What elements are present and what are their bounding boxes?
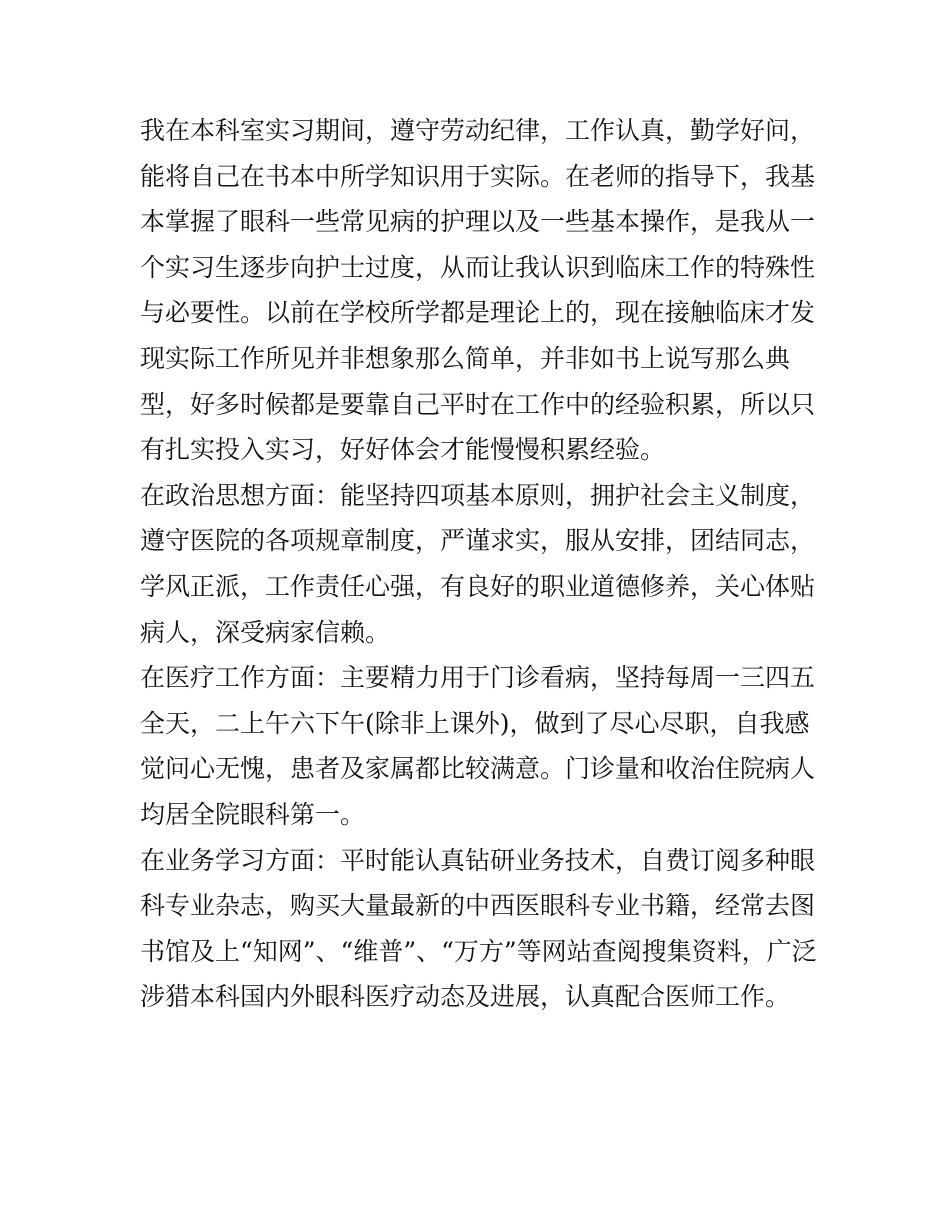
text-line: 本掌握了眼科一些常见病的护理以及一些基本操作，是我从一 xyxy=(140,207,816,237)
text-line: 在业务学习方面：平时能认真钻研业务技术，自费订阅多种眼 xyxy=(140,845,816,875)
text-line: 觉问心无愧，患者及家属都比较满意。门诊量和收治住院病人 xyxy=(140,754,816,784)
text-line: 个实习生逐步向护士过度，从而让我认识到临床工作的特殊性 xyxy=(140,252,816,282)
text-line: 我在本科室实习期间，遵守劳动纪律，工作认真，勤学好问， xyxy=(140,116,816,145)
text-line: 有扎实投入实习，好好体会才能慢慢积累经验。 xyxy=(140,435,666,465)
text-line: 现实际工作所见并非想象那么简单，并非如书上说写那么典 xyxy=(140,343,791,373)
text-line: 在医疗工作方面：主要精力用于门诊看病，坚持每周一三四五 xyxy=(140,663,816,693)
text-line: 型，好多时候都是要靠自己平时在工作中的经验积累，所以只 xyxy=(140,389,816,419)
text-line: 书馆及上“知网”、“维普”、“万方”等网站查阅搜集资料，广泛 xyxy=(140,936,817,966)
text-line: 学风正派，工作责任心强，有良好的职业道德修养，关心体贴 xyxy=(140,571,816,601)
text-line: 在政治思想方面：能坚持四项基本原则，拥护社会主义制度， xyxy=(140,480,816,510)
text-line: 能将自己在书本中所学知识用于实际。在老师的指导下，我基 xyxy=(140,161,816,191)
text-line: 病人，深受病家信赖。 xyxy=(140,617,391,647)
text-line: 与必要性。以前在学校所学都是理论上的，现在接触临床才发 xyxy=(140,298,816,328)
text-line: 科专业杂志，购买大量最新的中西医眼科专业书籍，经常去图 xyxy=(140,891,816,921)
text-line: 全天，二上午六下午(除非上课外)，做到了尽心尽职，自我感 xyxy=(140,708,810,738)
document-body xyxy=(140,108,820,1020)
text-line: 遵守医院的各项规章制度，严谨求实，服从安排，团结同志， xyxy=(140,526,816,556)
text-line: 均居全院眼科第一。 xyxy=(140,799,366,829)
text-line: 涉猎本科国内外眼科医疗动态及进展，认真配合医师工作。 xyxy=(140,982,791,1012)
